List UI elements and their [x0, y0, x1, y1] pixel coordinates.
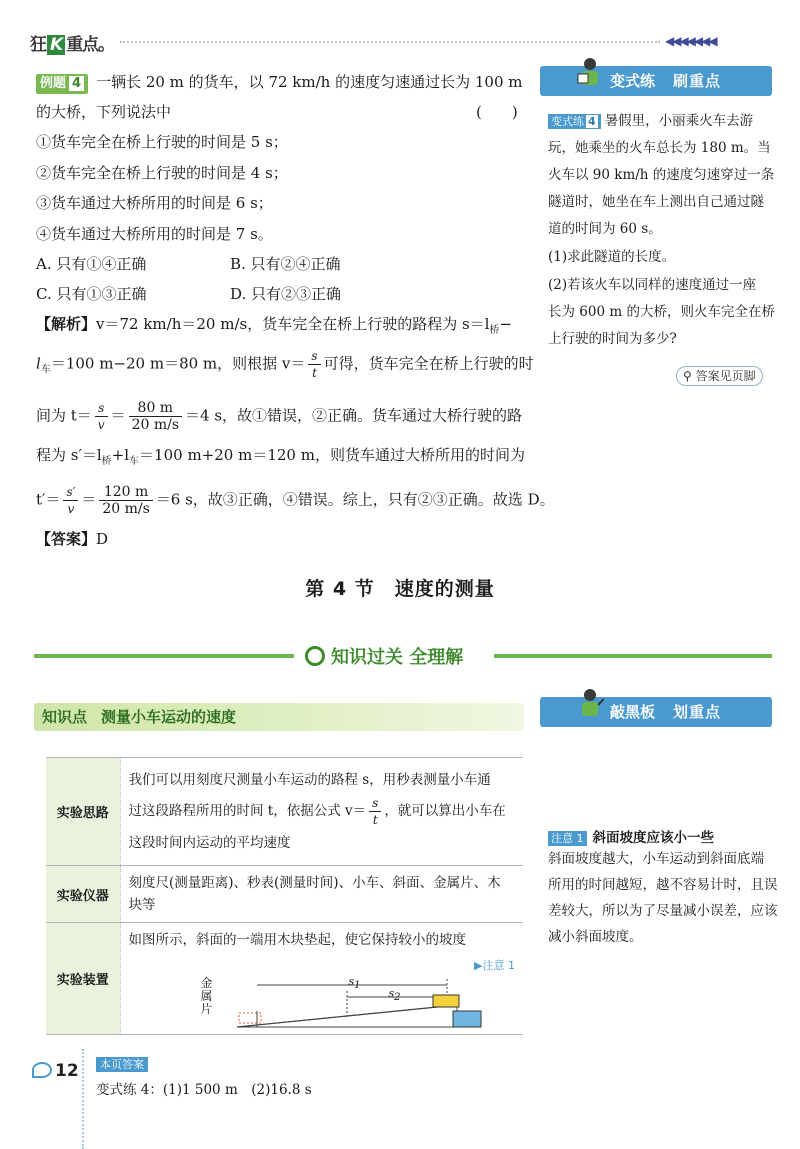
variant-q2-line1: (2)若该火车以同样的速度通过一座 — [548, 277, 757, 293]
row-content-apparatus: 如图所示，斜面的一端用木块垫起，使它保持较小的坡度 ▶注意 1 金属片 $s_1$ $s_2$ — [120, 923, 523, 1035]
fraction-s-over-v: $\frac{s}{v}$ — [95, 400, 108, 433]
fraction-120-over-20: $\frac{120 m}{20 m/s}$ — [99, 484, 152, 517]
s1-label: $s_1$ — [348, 975, 361, 992]
page-number: 12 — [32, 1061, 79, 1081]
page-answers-tag: 本页答案 — [96, 1057, 148, 1072]
variant-line2: 玩，她乘坐的火车总长为 180 m。当 — [548, 140, 771, 156]
table-row — [46, 758, 523, 866]
fraction-s-over-t: $\frac{s}{t}$ — [308, 348, 320, 381]
banner-left-bar — [34, 654, 294, 658]
knowledge-banner — [0, 641, 800, 671]
analysis-line5: t′＝ $\frac{s'}{v}$ ＝ $\frac{120 m}{20 m/s}$ ＝6 s，故③正确，④错误。综上，只有②③正确。故选 D。 — [36, 484, 555, 517]
banner-label: 知识过关 全理解 — [305, 643, 463, 669]
logo-k: K — [47, 35, 65, 55]
row-header-idea: 实验思路 — [46, 758, 120, 866]
analysis-line4: 程为 $s'=l_桥+l_车=100$ m+20 m＝120 m，则货车通过大桥所用的时间为 — [36, 446, 525, 467]
option-b: B. 只有②④正确 — [230, 255, 341, 273]
header-arrows-icon: ◀◀◀◀◀◀◀ — [665, 34, 716, 48]
analysis-line2: $l_车=100$ m−20 m＝80 m，则根据 v＝ $\frac{s}{t}$ 可得，货车完全在桥上行驶的时 — [36, 349, 534, 380]
example-stem-line2: 的大桥，下列说法中 — [36, 103, 172, 121]
option-a: A. 只有①④正确 — [36, 255, 147, 273]
footer-divider — [82, 1049, 84, 1149]
experiment-table — [46, 757, 523, 1035]
section-title: 第 4 节 速度的测量 — [305, 578, 495, 600]
note-line4: 减小斜面坡度。 — [548, 929, 643, 945]
table-row — [46, 923, 523, 1035]
fraction-80-over-20: $\frac{80 m}{20 m/s}$ — [129, 400, 182, 433]
note-line3: 差较大，所以为了尽量减小误差，应该 — [548, 903, 778, 919]
brand-logo — [30, 30, 114, 55]
banner-right-bar — [494, 654, 772, 658]
variant-q1: (1)求此隧道的长度。 — [548, 249, 676, 265]
row-content-idea: 我们可以用刻度尺测量小车运动的路程 s，用秒表测量小车通 过这段路程所用的时间 t，依据公式 v＝ $\frac{s}{t}$ ，就可以算出小车在 这段时间内运动的平均速度 — [120, 758, 523, 866]
statement-1: ①货车完全在桥上行驶的时间是 5 s； — [36, 133, 288, 151]
knowledge-point-bar: 知识点 测量小车运动的速度 — [34, 703, 524, 731]
logo-text: 狂 — [30, 35, 46, 55]
variant-q2-line2: 长为 600 m 的大桥，则火车完全在桥 — [548, 304, 775, 320]
answer-footnote-link[interactable]: ⚲ 答案见页脚 — [676, 366, 763, 386]
answer-paren: ( ) — [476, 103, 518, 121]
s2-label: $s_2$ — [388, 987, 401, 1004]
teacher-icon — [576, 687, 604, 721]
row-header-instruments: 实验仪器 — [46, 866, 120, 923]
incline-apparatus-diagram — [217, 969, 517, 1031]
variant-q2-line3: 上行驶的时间为多少? — [548, 331, 677, 347]
student-reading-icon — [576, 56, 604, 90]
note-1-title: 注意 1 斜面坡度应该小一些 — [548, 826, 714, 846]
statement-3: ③货车通过大桥所用的时间是 6 s； — [36, 194, 273, 212]
key-icon: ⚲ — [683, 369, 692, 383]
logo-text-2: 重点。 — [66, 35, 115, 55]
answer-line: 【答案】D — [36, 530, 109, 548]
analysis-line3: 间为 t＝ $\frac{s}{v}$ ＝ $\frac{80 m}{20 m/s}$ ＝4 s，故①错误，②正确。货车通过大桥行驶的路 — [36, 400, 523, 433]
example-stem-line1: 例题 4 一辆长 20 m 的货车，以 72 km/h 的速度匀速通过长为 100 m — [36, 72, 523, 94]
metal-plate-label: 金属片 — [200, 976, 213, 1016]
page-badge-icon — [32, 1062, 52, 1078]
variant-line4: 隧道时，她坐在车上测出自己通过隧 — [548, 194, 764, 210]
fraction-s-prime-over-v: $\frac{s'}{v}$ — [63, 484, 78, 517]
fraction-s-over-t-2: $\frac{s}{t}$ — [369, 795, 381, 828]
note-line2: 所用的时间越短，越不容易计时，且误 — [548, 877, 778, 893]
variant-panel-header: 变式练 刷重点 — [540, 66, 772, 96]
row-content-instruments: 刻度尺(测量距离)、秒表(测量时间)、小车、斜面、金属片、木 块等 — [120, 866, 523, 923]
table-row — [46, 866, 523, 923]
header-dotted-rule — [120, 41, 660, 43]
variant-line3: 火车以 90 km/h 的速度匀速穿过一条 — [548, 167, 775, 183]
analysis-line1: 【解析】v＝72 km/h＝20 m/s，货车完全在桥上行驶的路程为 $s=l_桥-$ — [36, 315, 513, 336]
statement-4: ④货车通过大桥所用的时间是 7 s。 — [36, 225, 273, 243]
note-line1: 斜面坡度越大，小车运动到斜面底端 — [548, 851, 764, 867]
option-c: C. 只有①③正确 — [36, 285, 147, 303]
spiral-icon — [305, 646, 325, 666]
option-d: D. 只有②③正确 — [230, 285, 342, 303]
variant-line5: 道的时间为 60 s。 — [548, 221, 662, 237]
note-1-link[interactable]: ▶注意 1 — [474, 959, 515, 972]
variant-line1: 变式练 4 暑假里，小丽乘火车去游 — [548, 108, 770, 135]
page-answers: 变式练 4：(1)1 500 m (2)16.8 s — [96, 1082, 312, 1098]
row-header-apparatus: 实验装置 — [46, 923, 120, 1035]
example-tag: 例题 4 — [36, 74, 88, 94]
variant-tag: 变式练 4 — [548, 114, 601, 129]
statement-2: ②货车完全在桥上行驶的时间是 4 s； — [36, 164, 288, 182]
blackboard-panel-header: 敲黑板 划重点 — [540, 697, 772, 727]
note-tag: 注意 1 — [548, 831, 587, 846]
